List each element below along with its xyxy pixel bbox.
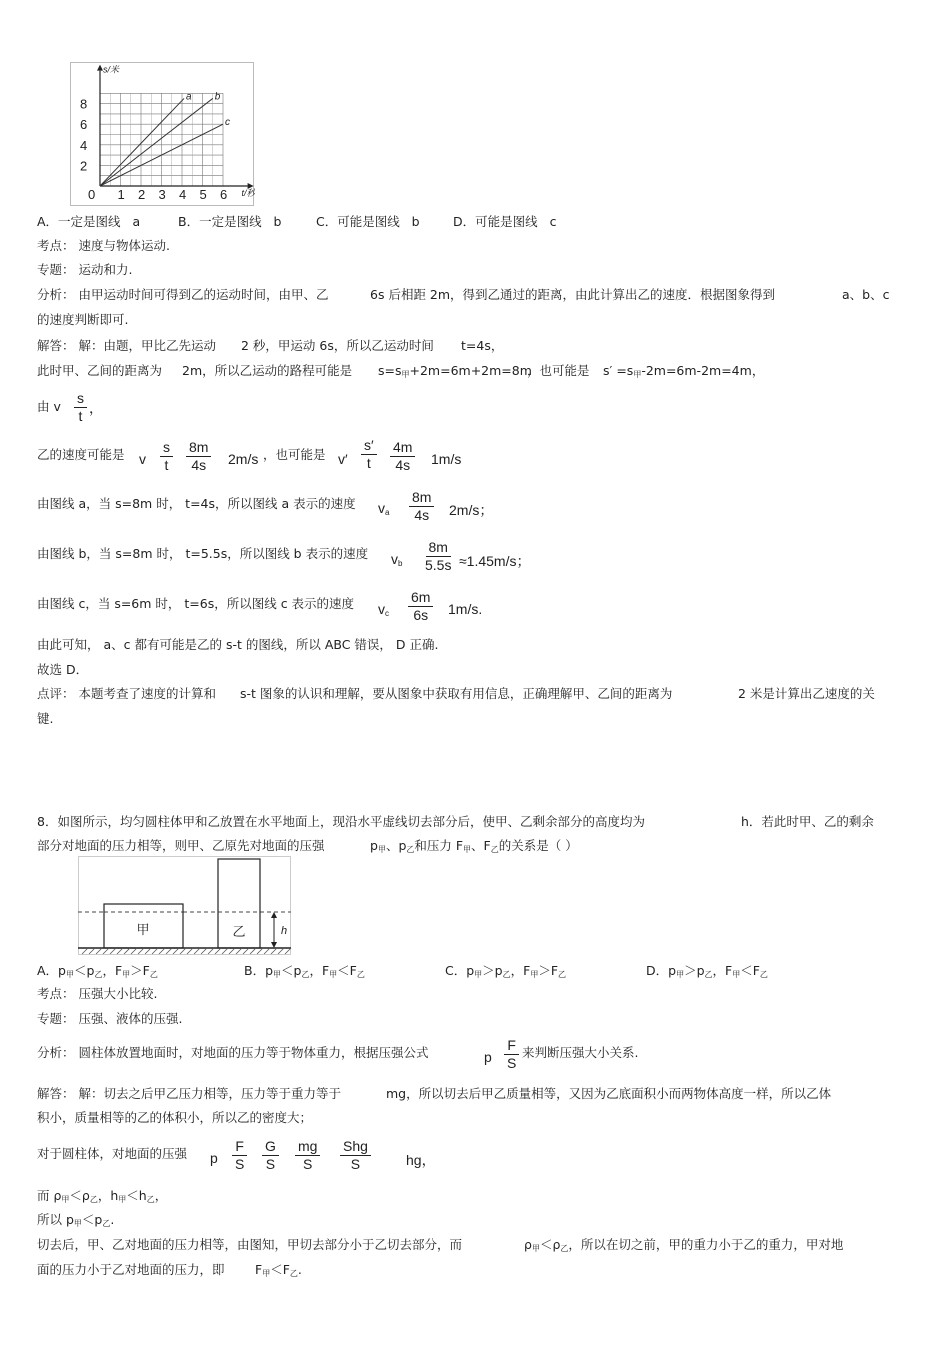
dianping-7-a: 点评： 本题考查了速度的计算和 [37,686,216,701]
line-a-text: 由图线 a，当 s=8m 时， t=4s，所以图线 a 表示的速度 [37,496,356,511]
jieda-8-b: mg，所以切去后甲乙质量相等，又因为乙底面积小而两物体高度一样，所以乙体 [386,1086,832,1101]
x-tick-label: 4 [179,187,187,202]
path-line: 2m，所以乙运动的路程可能是 [182,363,353,378]
kaodian-7: 考点： 速度与物体运动. [37,238,170,253]
vc-lhs: vc [378,601,389,618]
v1-rhs: 2m/s [228,451,259,467]
va-lhs: va [378,500,390,517]
series-label-c: c [225,117,230,129]
answer-7: 故选 D． [37,662,89,677]
label-yi: 乙 [232,924,246,939]
x-tick-label: 3 [158,187,166,202]
label-jia: 甲 [136,922,150,937]
vc-rhs: 1m/s. [448,601,483,617]
option-d: D．可能是图线 c [453,214,557,229]
s-t-graph [70,62,255,207]
y-axis-label: s/米 [103,64,120,75]
line-c-text: 由图线 c，当 s=6m 时， t=6s，所以图线 c 表示的速度 [37,596,355,611]
v1-frac2: $\frac{8m}{4s}$ [186,439,211,474]
conclusion-7: 由此可知， a、c 都有可能是乙的 s-t 的图线，所以 ABC 错误， D 正确. [37,637,439,652]
option-a: A．一定是图线 a [37,214,141,229]
chart-frame [71,63,254,206]
y-tick-label: 6 [80,117,88,133]
v-def-tail: ， [89,400,103,416]
possible-speed-label: 乙的速度可能是 [37,447,125,462]
x-tick-label: 2 [138,187,146,202]
cyl-p: p [210,1150,218,1166]
x-tick-label: 5 [199,187,207,202]
fenxi-7-b: 6s 后相距 2m，得到乙通过的距离，由此计算出乙的速度．根据图象得到 [370,287,776,302]
vb-lhs: vb [391,551,403,568]
v2-frac2: $\frac{4m}{4s}$ [390,439,415,474]
cyl-frac-3: $\frac{mg}{S}$ [295,1138,320,1173]
v2-lhs: v′ [338,451,348,467]
cylinder-figure [78,856,292,956]
label-h: h [281,925,288,937]
distance-line: 此时甲、乙间的距离为 [37,363,163,378]
fenxi-7-line2: 的速度判断即可. [37,312,129,327]
rho-compare: 而 ρ甲＜ρ乙，h甲＜h乙， [37,1188,168,1204]
fenxi-7-a: 分析： 由甲运动时间可得到乙的运动时间，由甲、乙 [37,287,329,302]
jieda-7-b: 2 秒，甲运动 6s，所以乙运动时间 [241,338,434,353]
jieda-8-a: 解答： 解：切去之后甲乙压力相等，压力等于重力等于 [37,1086,341,1101]
fenxi-8-b: 来判断压强大小关系. [522,1045,639,1060]
line-b-text: 由图线 b，当 s=8m 时， t=5.5s，所以图线 b 表示的速度 [37,546,369,561]
jieda-7-c: t=4s， [461,338,504,353]
series-label-a: a [186,91,192,103]
v1-lhs: v [139,451,146,467]
v-def-fraction: $\frac{s}{t}$ [74,390,87,425]
q8-stem-b: h．若此时甲、乙的剩余 [741,814,874,829]
jieda-7-a: 解答： 解：由题，甲比乙先运动 [37,338,216,353]
kaodian-8: 考点： 压强大小比较. [37,986,158,1001]
va-rhs: 2m/s； [449,502,494,518]
dianping-7-line2: 键. [37,711,54,726]
also-text: ，也可能是 [527,363,590,378]
so-p-compare: 所以 p甲＜p乙. [37,1212,115,1228]
q8-stem-line2b: p甲、p乙和压力 F甲、F乙的关系是（ ） [370,838,578,854]
q8-stem-line2a: 部分对地面的压力相等，则甲、乙原先对地面的压强 [37,838,325,853]
q8-option-c: C．p甲＞p乙，F甲＞F乙 [445,963,567,979]
vb-rhs: ≈1.45m/s； [459,553,531,569]
x-tick-label: 0 [88,187,96,202]
cyl-tail: hg， [406,1152,436,1168]
cyl-frac-2: $\frac{G}{S}$ [262,1138,279,1173]
cut-text-line2: 面的压力小于乙对地面的压力，即 [37,1262,225,1277]
vc-frac: $\frac{6m}{6s}$ [408,589,433,624]
fenxi-7-c: a、b、c [842,287,890,302]
cut-text-a: 切去后，甲、乙对地面的压力相等，由图知，甲切去部分小于乙切去部分，而 [37,1237,463,1252]
v-def-label: 由 v [37,399,61,414]
cyl-frac-4: Shg S [340,1138,371,1173]
q8-option-d: D．p甲＞p乙，F甲＜F乙 [646,963,768,979]
x-axis-label: t/秒 [241,188,255,198]
option-c: C．可能是图线 b [316,214,420,229]
cut-text-line2b: F甲＜F乙. [255,1262,302,1278]
fenxi-8-p: p [484,1049,492,1065]
series-label-b: b [214,91,221,103]
q8-option-a: A．p甲＜p乙，F甲＞F乙 [37,963,158,979]
cylinder-pressure-label: 对于圆柱体，对地面的压强 [37,1146,188,1161]
v1-frac1: $\frac{s}{t}$ [160,439,173,474]
jieda-8-line2: 积小，质量相等的乙的体积小，所以乙的密度大； [37,1110,313,1125]
dianping-7-c: 2 米是计算出乙速度的关 [738,686,875,701]
x-tick-label: 1 [117,187,125,202]
cyl-frac-1: $\frac{F}{S}$ [232,1138,247,1173]
vb-frac: $\frac{8m}{5.5s}$ [425,539,452,573]
y-tick-label: 2 [80,158,88,174]
dianping-7-b: s-t 图象的认识和理解，要从图象中获取有用信息，正确理解甲、乙间的距离为 [240,686,673,701]
fenxi-8-a: 分析： 圆柱体放置地面时，对地面的压力等于物体重力，根据压强公式 [37,1045,429,1060]
y-tick-label: 4 [80,137,88,153]
zhuanti-7: 专题： 运动和力. [37,262,133,277]
option-b: B．一定是图线 b [178,214,282,229]
zhuanti-8: 专题： 压强、液体的压强. [37,1011,183,1026]
fenxi-8-frac: $\frac{F}{S}$ [504,1037,519,1072]
v2-rhs: 1m/s [431,451,462,467]
path-formula-2: s′ =s甲-2m=6m-2m=4m， [603,363,765,379]
cut-text-b: ρ甲＜ρ乙，所以在切之前，甲的重力小于乙的重力，甲对地 [524,1237,844,1253]
q8-option-b: B．p甲＜p乙，F甲＜F乙 [244,963,365,979]
also-possible: ，也可能是 [263,447,326,462]
x-tick-label: 6 [220,187,228,202]
q8-stem-a: 8．如图所示，均匀圆柱体甲和乙放置在水平地面上，现沿水平虚线切去部分后，使甲、乙剩余部分的高度均为 [37,814,645,829]
va-frac: $\frac{8m}{4s}$ [409,489,434,524]
y-tick-label: 8 [80,96,88,112]
path-formula-1: s=s甲+2m=6m+2m=8m [378,363,532,379]
v2-frac1: $\frac{s'}{t}$ [361,437,377,472]
